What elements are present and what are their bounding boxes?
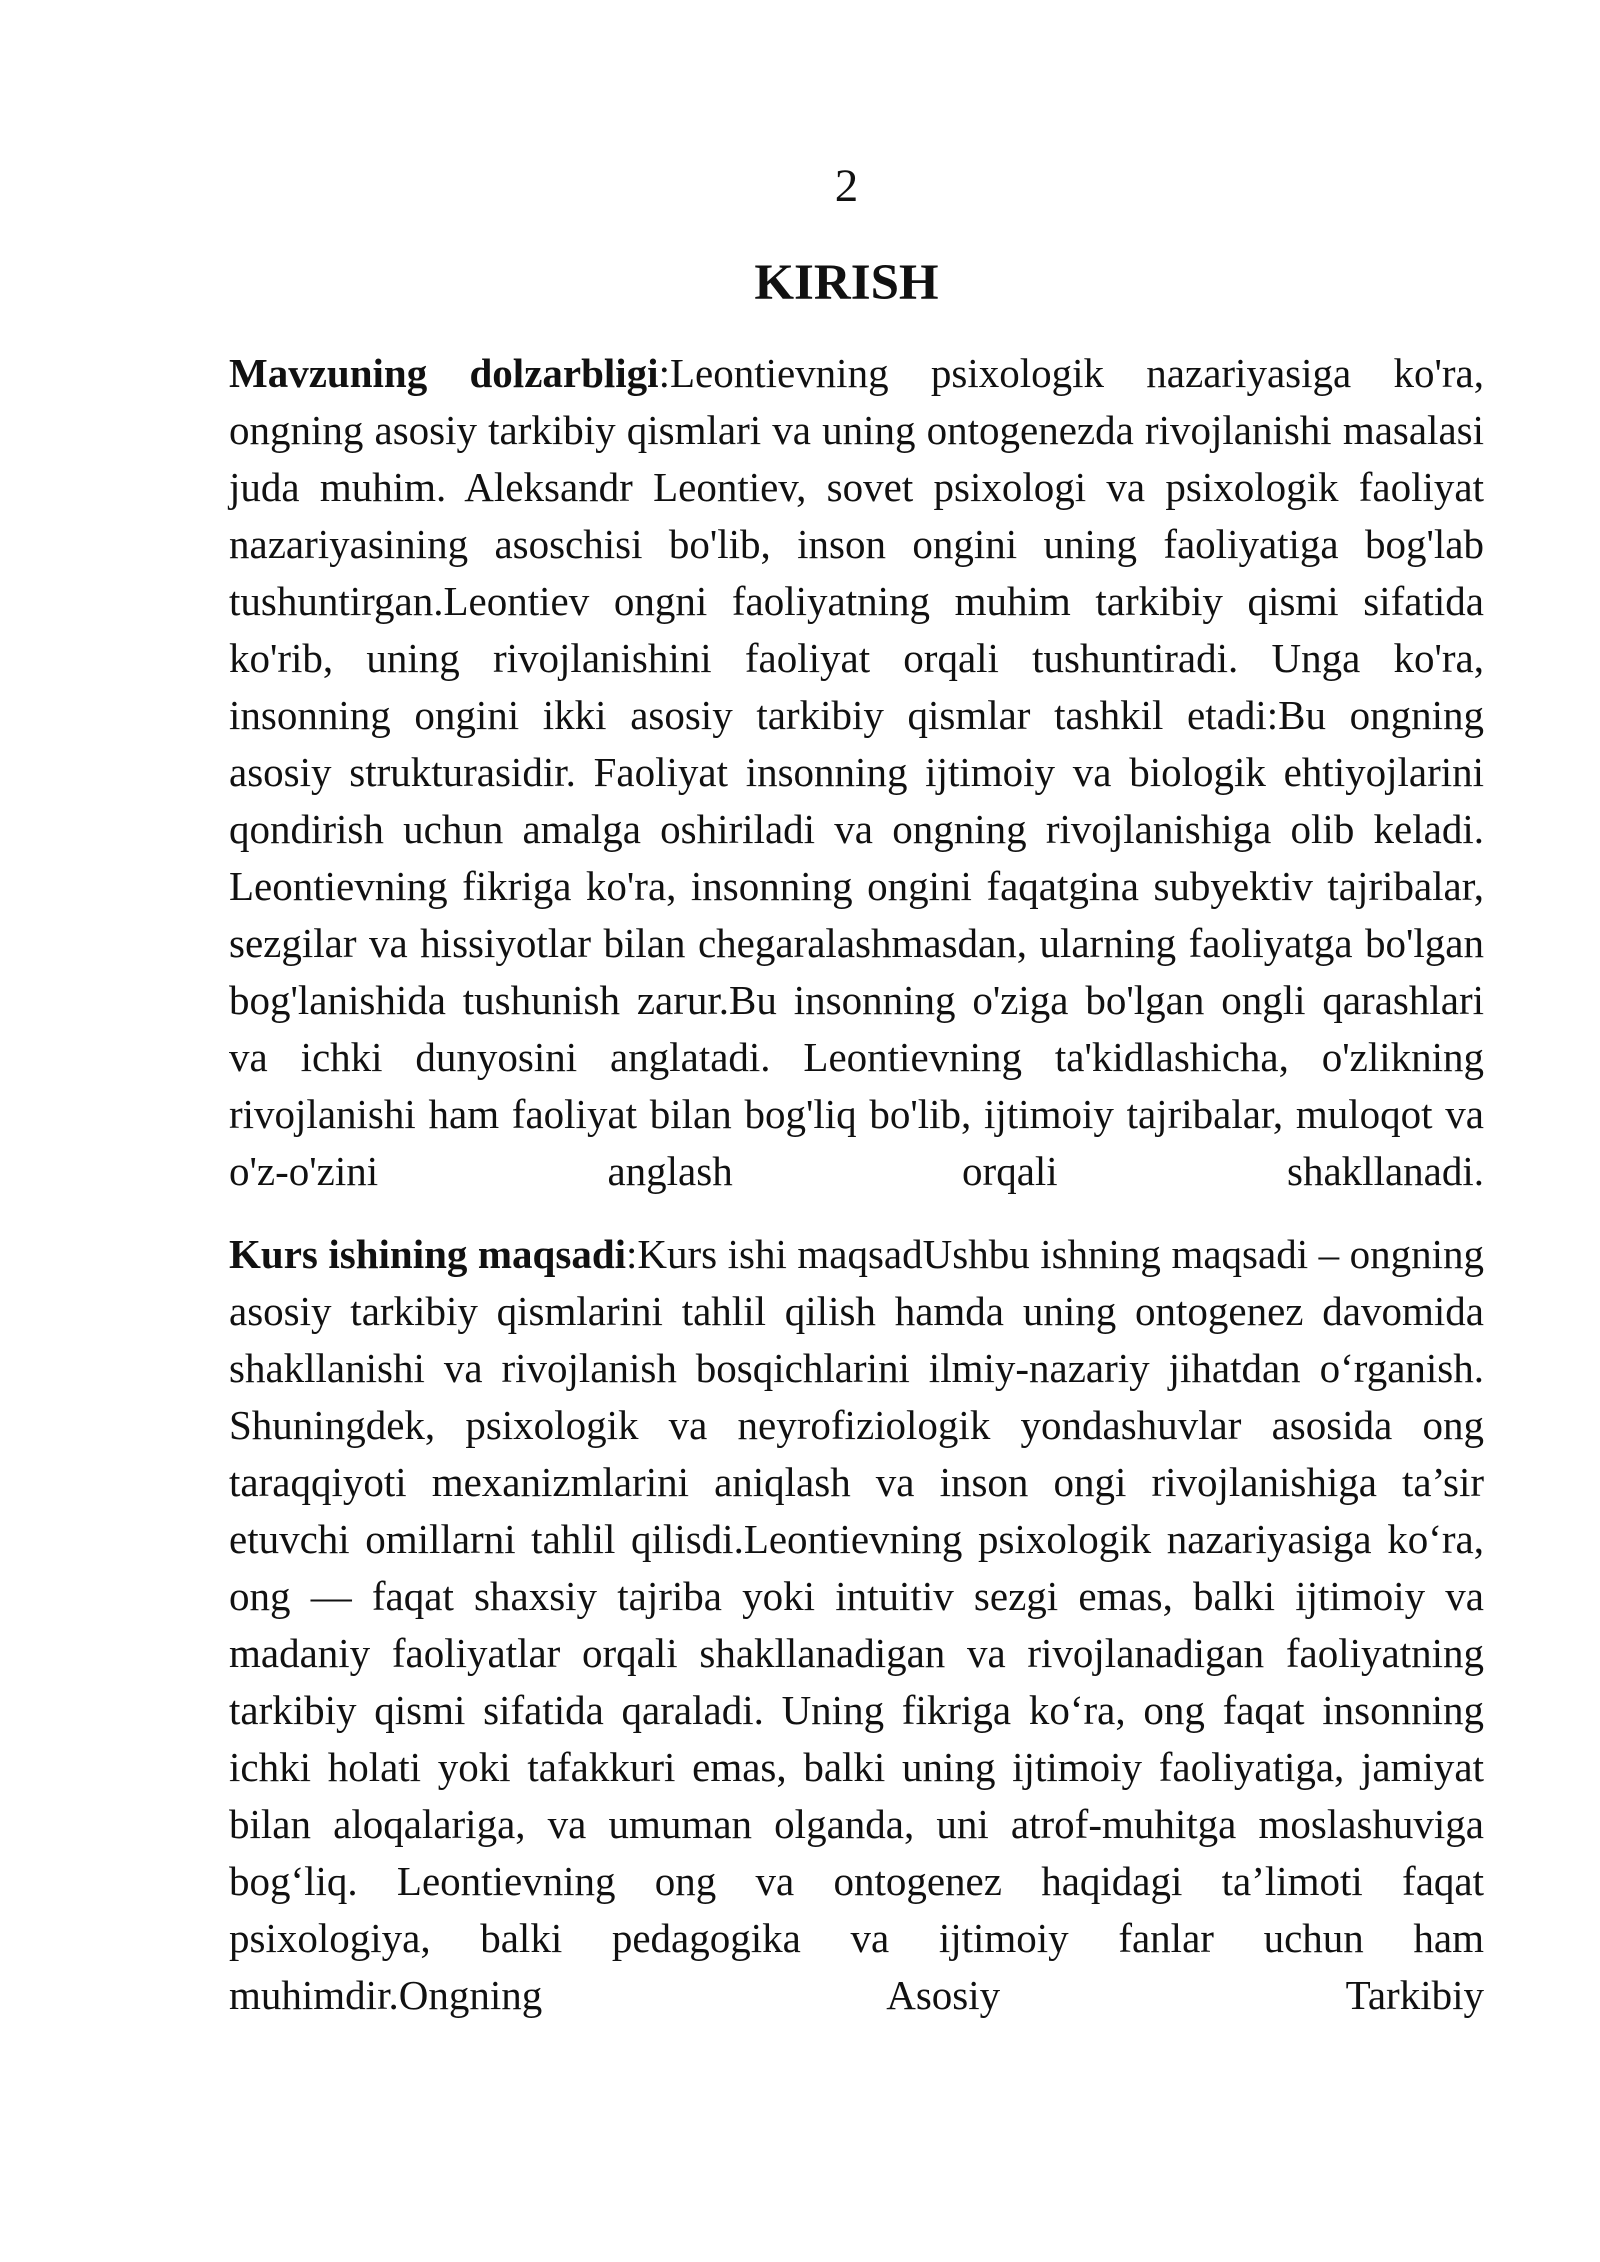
paragraph-goal (229, 1226, 1484, 2024)
paragraph-lead: Mavzuning dolzarbligi (229, 350, 659, 396)
section-title: KIRISH (754, 255, 939, 311)
paragraph-text: :Leontievning psixologik nazariyasiga ko'ra, ongning asosiy tarkibiy qismlari va uning ontogenezda rivojlanishi masalasi juda muhim. Aleksandr Leontiev, sovet psixologi va psixologik faoliyat nazariyasining asoschisi bo'lib, inson ongini uning faoliyatiga bog'lab tushuntirgan.Leontiev ongni faoliyatning muhim tarkibiy qismi sifatida ko'rib, uning rivojlanishini faoliyat orqali tushuntiradi. Unga ko'ra, insonning ongini ikki asosiy tarkibiy qismlar tashkil etadi:Bu ongning asosiy strukturasidir. Faoliyat insonning ijtimoiy va biologik ehtiyojlarini qondirish uchun amalga oshiriladi va ongning rivojlanishiga olib keladi. Leontievning fikriga ko'ra, insonning ongini faqatgina subyektiv tajribalar, sezgilar va hissiyotlar bilan chegaralashmasdan, ularning faoliyatga bo'lgan bog'lanishida tushunish zarur.Bu insonning o'ziga bo'lgan ongli qarashlari va ichki dunyosini anglatadi. Leontievning ta'kidlashicha, o'zlikning rivojlanishi ham faoliyat bilan bog'liq bo'lib, ijtimoiy tajribalar, muloqot va o'z-o'zini anglash orqali shakllanadi. (229, 350, 1484, 1194)
page-number: 2 (834, 160, 859, 212)
paragraph-relevance (229, 345, 1484, 1200)
paragraph-lead: Kurs ishining maqsadi (229, 1231, 627, 1277)
paragraph-text: :Kurs ishi maqsadUshbu ishning maqsadi – ongning asosiy tarkibiy qismlarini tahlil qilish hamda uning ontogenez davomida shakllanishi va rivojlanish bosqichlarini ilmiy-nazariy jihatdan o‘rganish. Shuningdek, psixologik va neyrofiziologik yondashuvlar asosida ong taraqqiyoti mexanizmlarini aniqlash va inson ongi rivojlanishiga ta’sir etuvchi omillarni tahlil qilisdi.Leontievning psixologik nazariyasiga ko‘ra, ong — faqat shaxsiy tajriba yoki intuitiv sezgi emas, balki ijtimoiy va madaniy faoliyatlar orqali shakllanadigan va rivojlanadigan faoliyatning tarkibiy qismi sifatida qaraladi. Uning fikriga ko‘ra, ong faqat insonning ichki holati yoki tafakkuri emas, balki uning ijtimoiy faoliyatiga, jamiyat bilan aloqalariga, va umuman olganda, uni atrof-muhitga moslashuviga bog‘liq. Leontievning ong va ontogenez haqidagi ta’limoti faqat psixologiya, balki pedagogika va ijtimoiy fanlar uchun ham muhimdir.Ongning Asosiy Tarkibiy (229, 1231, 1484, 2018)
body-text (229, 345, 1484, 2024)
